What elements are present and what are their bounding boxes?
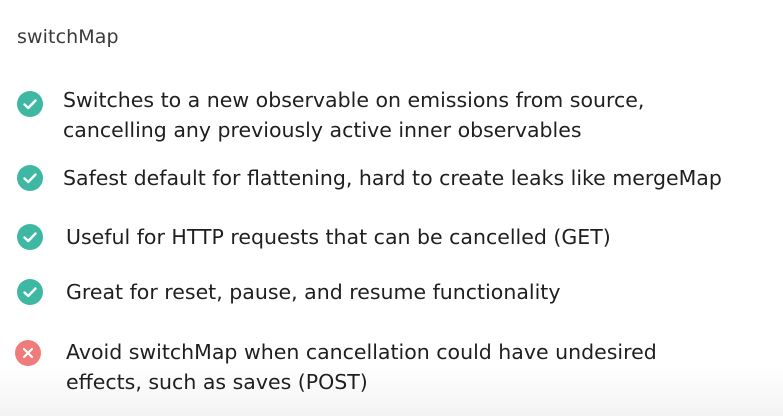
list-item-line: Useful for HTTP requests that can be cancelled (GET): [66, 225, 611, 249]
list-item-text: [66, 222, 611, 252]
check-icon: [17, 224, 43, 250]
list-item-line: Avoid switchMap when cancellation could have undesired: [66, 340, 657, 364]
list-item-line: Great for reset, pause, and resume functionality: [66, 280, 561, 304]
cross-icon: [15, 340, 41, 366]
list-item-line: Switches to a new observable on emissions from source,: [63, 88, 645, 112]
list-item-line: Safest default for flattening, hard to create leaks like mergeMap: [63, 166, 722, 190]
list-item-line: effects, such as saves (POST): [66, 370, 368, 394]
list-item-text: [63, 85, 644, 145]
list-item-text: [63, 163, 722, 193]
list-item-line: cancelling any previously active inner observables: [63, 118, 582, 142]
check-icon: [17, 91, 43, 117]
check-icon: [17, 165, 43, 191]
slide-title: switchMap: [17, 26, 119, 48]
list-item-text: [66, 337, 657, 397]
check-icon: [17, 279, 43, 305]
list-item-text: [66, 277, 560, 307]
